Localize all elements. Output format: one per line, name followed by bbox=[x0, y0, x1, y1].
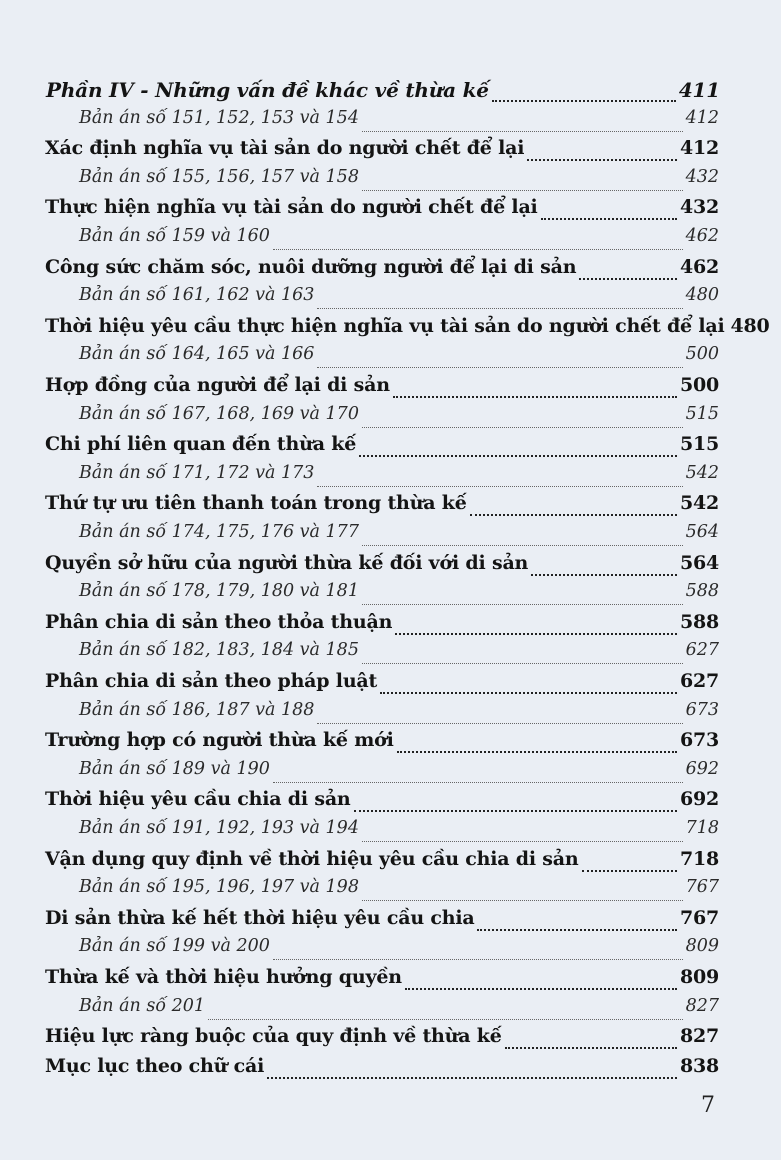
toc-entry bbox=[45, 788, 719, 818]
toc-entry-page: 564 bbox=[679, 551, 719, 574]
toc-entry-title: Trường hợp có người thừa kế mới bbox=[45, 729, 394, 752]
dot-leader bbox=[317, 308, 682, 309]
toc-subentry bbox=[79, 285, 719, 315]
dot-leader bbox=[395, 633, 677, 635]
toc-entry-title: Phần IV - Những vấn đề khác về thừa kế bbox=[46, 78, 489, 102]
toc-entry-title: Bản án số 155, 156, 157 và 158 bbox=[79, 166, 359, 187]
dot-leader bbox=[362, 427, 683, 428]
toc-entry-page: 673 bbox=[679, 729, 719, 752]
toc-entry-title: Thực hiện nghĩa vụ tài sản do người chết để lại bbox=[45, 196, 538, 219]
toc-entry-title: Thời hiệu yêu cầu thực hiện nghĩa vụ tài sản do người chết để lại bbox=[45, 314, 725, 337]
toc-entry-title: Bản án số 151, 152, 153 và 154 bbox=[79, 107, 359, 128]
toc-subentry bbox=[79, 936, 719, 966]
toc-entry-page: 627 bbox=[679, 670, 719, 692]
dot-leader bbox=[317, 367, 682, 368]
toc-entry-title: Thời hiệu yêu cầu chia di sản bbox=[45, 788, 351, 811]
dot-leader bbox=[362, 841, 683, 842]
toc-entry-page: 809 bbox=[685, 936, 719, 957]
dot-leader bbox=[317, 723, 682, 724]
toc-entry bbox=[45, 907, 719, 937]
toc-entry-page: 515 bbox=[679, 433, 719, 456]
toc-entry-title: Công sức chăm sóc, nuôi dưỡng người để lại di sản bbox=[45, 255, 577, 278]
toc-subentry bbox=[79, 818, 719, 848]
toc-entry-title: Bản án số 191, 192, 193 và 194 bbox=[79, 818, 359, 838]
toc-entry-title: Bản án số 201 bbox=[79, 995, 206, 1016]
toc-entry-page: 411 bbox=[678, 78, 720, 102]
dot-leader bbox=[531, 574, 677, 576]
dot-leader bbox=[267, 1077, 677, 1079]
toc-entry-page: 838 bbox=[679, 1054, 719, 1077]
toc-entry-title: Quyền sở hữu của người thừa kế đối với di sản bbox=[45, 551, 529, 574]
toc-entry-title: Bản án số 186, 187 và 188 bbox=[79, 699, 315, 720]
toc-subentry bbox=[79, 877, 719, 907]
toc-entry-page: 827 bbox=[679, 1025, 719, 1048]
toc-entry-title: Phân chia di sản theo pháp luật bbox=[45, 670, 378, 692]
toc-entry-page: 480 bbox=[685, 285, 719, 306]
toc-entry bbox=[45, 670, 719, 700]
toc-entry-title: Thừa kế và thời hiệu hưởng quyền bbox=[45, 966, 402, 988]
toc-entry bbox=[45, 552, 719, 582]
toc-entry-page: 673 bbox=[685, 699, 719, 720]
toc-entry-page: 432 bbox=[685, 166, 719, 187]
dot-leader bbox=[527, 159, 677, 161]
toc-entry bbox=[45, 137, 719, 167]
toc-subentry bbox=[79, 463, 719, 493]
toc-subentry bbox=[79, 700, 719, 730]
toc-entry bbox=[45, 1055, 719, 1085]
toc-subentry bbox=[79, 581, 719, 611]
toc-entry-title: Bản án số 174, 175, 176 và 177 bbox=[79, 522, 359, 542]
dot-leader bbox=[505, 1047, 677, 1049]
toc-subentry bbox=[79, 522, 719, 552]
toc-entry-title: Bản án số 182, 183, 184 và 185 bbox=[79, 640, 359, 661]
dot-leader bbox=[492, 100, 676, 102]
toc-entry-title: Xác định nghĩa vụ tài sản do người chết để lại bbox=[45, 137, 525, 160]
toc-entry bbox=[45, 966, 719, 996]
toc-entry-title: Hiệu lực ràng buộc của quy định về thừa kế bbox=[45, 1025, 502, 1048]
dot-leader bbox=[273, 959, 683, 960]
toc-entry bbox=[45, 256, 719, 286]
toc-entry-title: Phân chia di sản theo thỏa thuận bbox=[45, 610, 393, 633]
toc-part-heading bbox=[46, 78, 720, 108]
toc-entry-page: 412 bbox=[685, 107, 719, 128]
toc-entry-title: Bản án số 195, 196, 197 và 198 bbox=[79, 877, 359, 898]
toc-entry-page: 692 bbox=[679, 788, 719, 811]
dot-leader bbox=[362, 900, 683, 901]
toc-entry bbox=[45, 492, 719, 522]
toc-entry-page: 500 bbox=[679, 374, 719, 396]
dot-leader bbox=[582, 870, 677, 872]
toc-entry-page: 564 bbox=[685, 522, 719, 542]
toc-entry-page: 827 bbox=[685, 995, 719, 1016]
toc-entry-page: 480 bbox=[730, 314, 770, 337]
dot-leader bbox=[541, 218, 677, 220]
dot-leader bbox=[362, 190, 683, 191]
dot-leader bbox=[477, 929, 676, 931]
toc-entry-page: 767 bbox=[679, 906, 719, 929]
toc-subentry bbox=[79, 344, 719, 374]
toc-entry-page: 500 bbox=[685, 344, 719, 365]
toc-entry bbox=[45, 1025, 719, 1055]
toc-entry-page: 515 bbox=[685, 403, 719, 424]
toc-entry-page: 412 bbox=[679, 137, 719, 160]
toc-entry-title: Bản án số 167, 168, 169 và 170 bbox=[79, 403, 359, 424]
toc-entry-title: Bản án số 199 và 200 bbox=[79, 936, 270, 957]
dot-leader bbox=[470, 514, 677, 516]
dot-leader bbox=[362, 663, 683, 664]
toc-entry-title: Hợp đồng của người để lại di sản bbox=[45, 374, 390, 396]
toc-entry bbox=[45, 729, 719, 759]
toc-subentry bbox=[79, 108, 719, 138]
toc-entry-page: 462 bbox=[679, 255, 719, 278]
toc-entry-title: Mục lục theo chữ cái bbox=[45, 1054, 265, 1077]
toc-entry bbox=[45, 848, 719, 878]
toc-entry-page: 718 bbox=[679, 847, 719, 870]
toc-entry-title: Vận dụng quy định về thời hiệu yêu cầu chia di sản bbox=[45, 847, 579, 870]
dot-leader bbox=[393, 396, 677, 398]
dot-leader bbox=[208, 1019, 683, 1020]
toc-entry-title: Bản án số 164, 165 và 166 bbox=[79, 344, 315, 365]
toc-entry bbox=[45, 196, 719, 226]
toc-entry-page: 542 bbox=[679, 492, 719, 515]
dot-leader bbox=[362, 604, 683, 605]
dot-leader bbox=[359, 455, 677, 457]
toc-entry-page: 627 bbox=[685, 640, 719, 661]
toc-entry-page: 692 bbox=[685, 758, 719, 779]
dot-leader bbox=[273, 782, 683, 783]
toc-subentry bbox=[79, 759, 719, 789]
dot-leader bbox=[354, 810, 677, 812]
dot-leader bbox=[579, 278, 677, 280]
toc-subentry bbox=[79, 404, 719, 434]
dot-leader bbox=[273, 249, 683, 250]
dot-leader bbox=[362, 545, 683, 546]
dot-leader bbox=[380, 692, 677, 694]
toc-entry-page: 809 bbox=[679, 966, 719, 988]
toc-entry-title: Bản án số 159 và 160 bbox=[79, 226, 270, 246]
toc-entry-title: Bản án số 189 và 190 bbox=[79, 758, 270, 779]
toc-entry-page: 542 bbox=[685, 462, 719, 483]
toc-entry bbox=[45, 433, 719, 463]
toc-entry bbox=[45, 314, 770, 345]
toc-entry-page: 432 bbox=[679, 196, 719, 219]
toc-entry-page: 588 bbox=[685, 581, 719, 602]
toc-entry-title: Bản án số 161, 162 và 163 bbox=[79, 285, 315, 306]
toc-entry-title: Thứ tự ưu tiên thanh toán trong thừa kế bbox=[45, 492, 467, 515]
toc-subentry bbox=[79, 996, 719, 1026]
toc-entry-title: Bản án số 178, 179, 180 và 181 bbox=[79, 581, 359, 602]
toc-subentry bbox=[79, 640, 719, 670]
dot-leader bbox=[317, 486, 682, 487]
toc-entry-page: 718 bbox=[685, 818, 719, 838]
dot-leader bbox=[397, 751, 677, 753]
toc-entry-page: 767 bbox=[685, 877, 719, 898]
toc-entry-title: Chi phí liên quan đến thừa kế bbox=[45, 433, 357, 456]
toc-entry bbox=[45, 374, 719, 404]
dot-leader bbox=[362, 131, 683, 132]
toc-entry-page: 588 bbox=[679, 610, 719, 633]
toc-entry bbox=[45, 611, 719, 641]
toc-entry-page: 462 bbox=[685, 226, 719, 246]
toc-entry-title: Bản án số 171, 172 và 173 bbox=[79, 462, 315, 483]
dot-leader bbox=[405, 988, 677, 990]
page-number: 7 bbox=[701, 1093, 715, 1118]
toc-subentry bbox=[79, 167, 719, 197]
toc-subentry bbox=[79, 226, 719, 256]
toc-entry-title: Di sản thừa kế hết thời hiệu yêu cầu chia bbox=[45, 906, 475, 929]
